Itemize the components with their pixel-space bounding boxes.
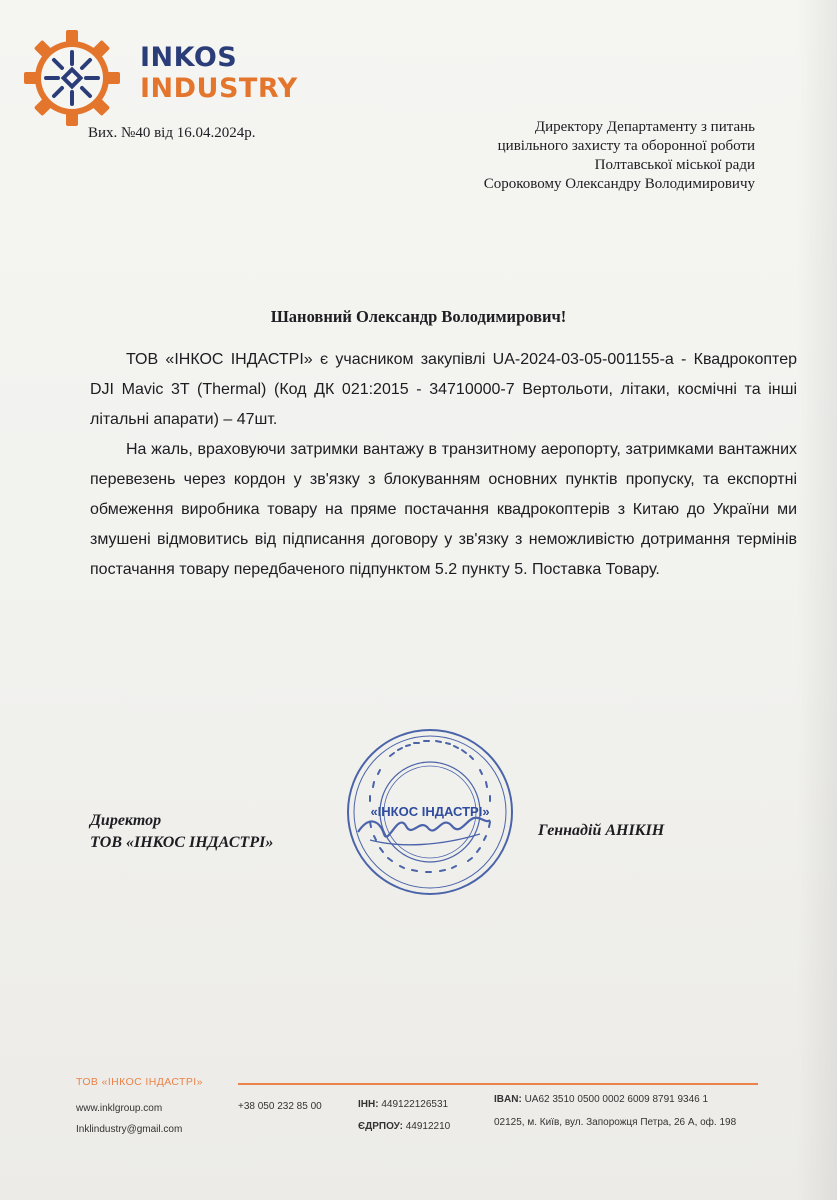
footer-edrpou bbox=[358, 1121, 450, 1132]
footer-phone: +38 050 232 85 00 bbox=[238, 1101, 322, 1112]
addressee-line: Сороковому Олександру Володимировичу bbox=[483, 176, 755, 192]
letter-body bbox=[90, 345, 797, 585]
signatory-block bbox=[90, 810, 273, 854]
inkos-logo-icon bbox=[22, 28, 122, 128]
footer-website[interactable]: www.inklgroup.com bbox=[76, 1103, 163, 1114]
footer-iban-label: IBAN: bbox=[494, 1094, 522, 1105]
footer-email[interactable]: Inklindustry@gmail.com bbox=[76, 1124, 183, 1135]
footer-edrpou-label: ЄДРПОУ: bbox=[358, 1121, 403, 1132]
signatory-company: ТОВ «ІНКОС ІНДАСТРІ» bbox=[90, 834, 274, 851]
footer-inn-label: ІНН: bbox=[358, 1099, 379, 1110]
footer-address: 02125, м. Київ, вул. Запорожця Петра, 26 А, оф. 198 bbox=[494, 1117, 737, 1128]
greeting: Шановний Олександр Володимирович! bbox=[270, 307, 567, 326]
body-paragraph: ТОВ «ІНКОС ІНДАСТРІ» є учасником закупівлі UA-2024-03-05-001155-a - Квадрокоптер DJI Mavic 3T (Thermal) (Код ДК 021:2015 - 34710000-7 Вертольоти, літаки, космічні та інші літальні апарати) – 47шт. bbox=[90, 351, 797, 428]
addressee-line: Директору Департаменту з питань bbox=[534, 119, 755, 135]
stamp-text: «ІНКОС ІНДАСТРІ» bbox=[370, 804, 490, 819]
signatory-title: Директор bbox=[90, 812, 162, 829]
brand-line1: INKOS bbox=[140, 42, 238, 73]
outgoing-reference: Вих. №40 від 16.04.2024р. bbox=[88, 125, 256, 141]
footer-divider bbox=[238, 1083, 758, 1085]
addressee-line: Полтавської міської ради bbox=[594, 157, 755, 173]
addressee-block bbox=[484, 118, 755, 194]
footer-inn bbox=[358, 1099, 448, 1110]
body-paragraph: На жаль, враховуючи затримки вантажу в транзитному аеропорту, затримками вантажних перевезень через кордон у зв'язку з блокуванням основних пунктів пропуску, та експортні обмеження виробника товару на пряме постачання квадрокоптерів з Китаю до України ми змушені відмовитись від підписання договору у зв'язку з неможливістю дотримання термінів постачання товару передбаченого підпунктом 5.2 пункту 5. Поставка Товару. bbox=[90, 441, 797, 578]
signatory-name: Геннадій АНІКІН bbox=[538, 822, 665, 839]
footer-iban bbox=[494, 1094, 708, 1105]
footer-company: ТОВ «ІНКОС ІНДАСТРІ» bbox=[76, 1076, 203, 1088]
addressee-line: цивільного захисту та оборонної роботи bbox=[497, 138, 755, 154]
footer-iban-value: UA62 3510 0500 0002 6009 8791 9346 1 bbox=[524, 1094, 709, 1105]
brand-name bbox=[140, 44, 298, 102]
brand-line2: INDUSTRY bbox=[140, 73, 298, 104]
company-stamp bbox=[340, 722, 520, 902]
footer-inn-value: 449122126531 bbox=[381, 1099, 449, 1110]
footer-edrpou-value: 44912210 bbox=[405, 1121, 451, 1132]
